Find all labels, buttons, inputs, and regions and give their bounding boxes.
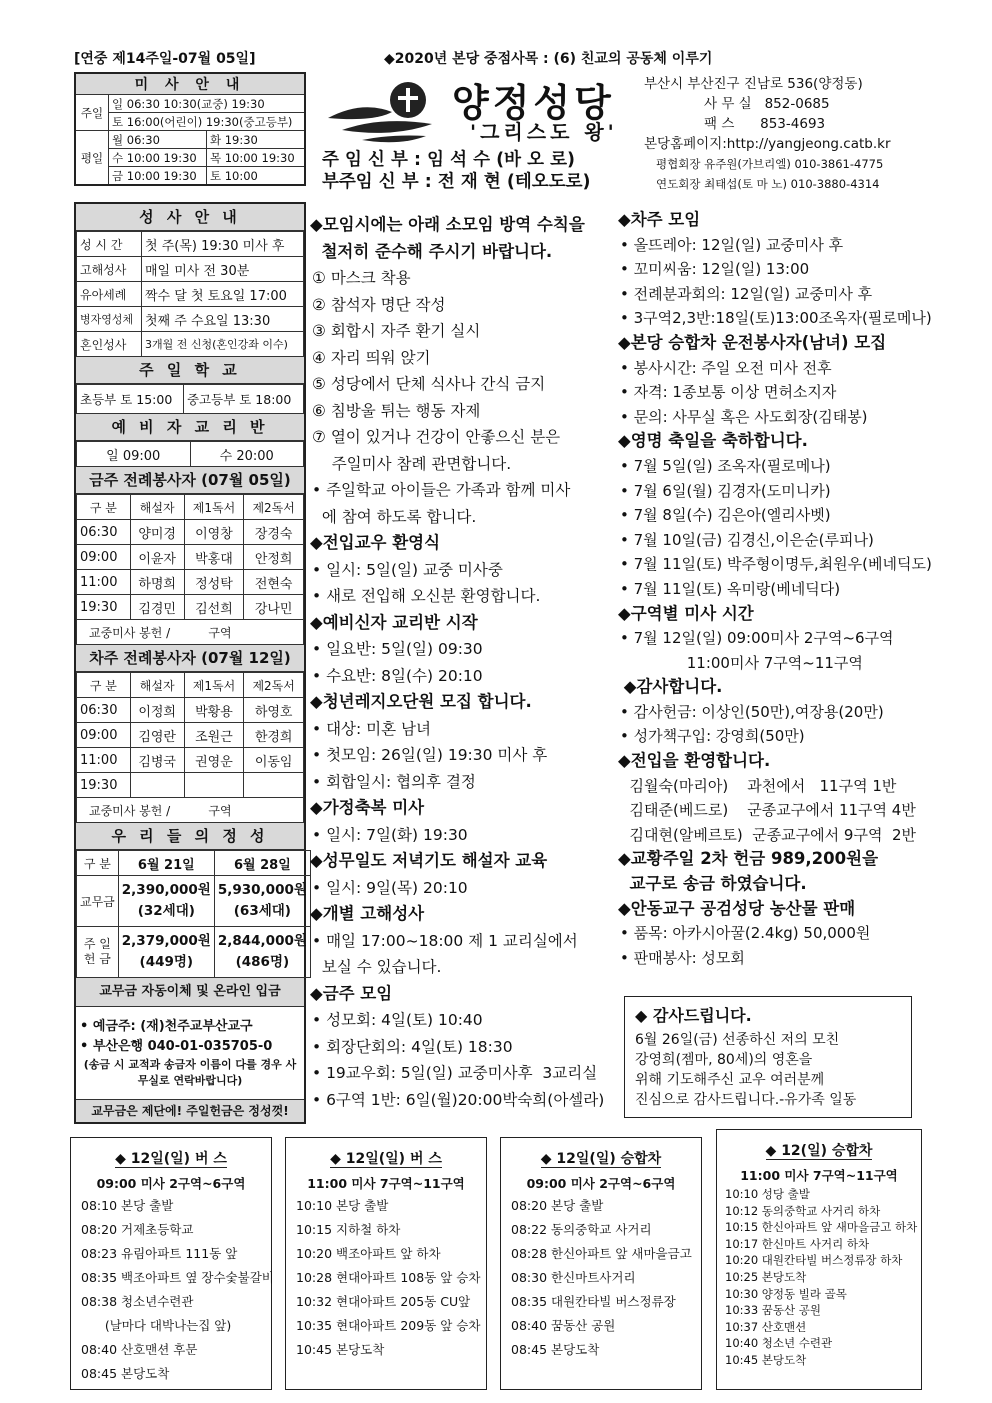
server-cell [184, 773, 244, 798]
notice-item: ⑤ 성당에서 단체 식사나 간식 금지 [312, 375, 546, 393]
notice-heading: ◆차주 모임 [618, 210, 701, 229]
server-cell: 정성탁 [184, 570, 244, 595]
top-bar [74, 48, 918, 68]
notice-item: • 3구역2,3반:18일(토)13:00조옥자(필로메나) [620, 309, 932, 328]
contact-block [644, 74, 920, 194]
notice-item: • 감사헌금: 이상인(50만),여장용(20만) [620, 702, 884, 721]
office-label: 사 무 실 [704, 96, 752, 112]
server-cell: 박홍대 [184, 545, 244, 570]
mass-schedule [74, 72, 306, 186]
sacrament-name: 유아세례 [77, 282, 142, 307]
bus-box [716, 1129, 922, 1390]
notice-item: ⑦ 열이 있거나 건강이 안좋으신 분은 [312, 428, 561, 446]
catechumen-cell: 일 09:00 [77, 442, 191, 467]
finance-amount [214, 876, 310, 927]
servers-head: 제1독서 [184, 495, 244, 520]
account-holder: • 예금주: (재)천주교부산교구 [80, 1019, 253, 1034]
sacrament-detail: 짝수 달 첫 토요일 17:00 [142, 282, 304, 307]
notice-item: 김월숙(마리아) 과천에서 11구역 1반 [620, 776, 897, 795]
bus-stop: 10:45 본당도착 [296, 1342, 385, 1357]
bus-subtitle: 11:00 미사 7구역~11구역 [307, 1176, 465, 1191]
notice-item: 11:00미사 7구역~11구역 [620, 653, 863, 672]
notice-item: • 7월 11일(토) 박주형이명두,최원우(베네딕도) [620, 555, 932, 574]
thanks-title: ◆ 감사드립니다. [635, 1006, 752, 1025]
bus-stop: 10:15 한신아파트 앞 새마을금고 하차 [725, 1220, 918, 1235]
fax-label: 팩 스 [704, 116, 735, 132]
weekday-cell: 월 06:30 [109, 131, 207, 149]
bus-stop: 08:45 본당도착 [81, 1366, 170, 1381]
office-number: 852-0685 [764, 96, 830, 112]
server-cell: 조원근 [184, 723, 244, 748]
notice-item: • 봉사시간: 주일 오전 미사 전후 [620, 358, 832, 377]
finance-head: 6월 21일 [118, 851, 214, 876]
notice-item: • 7월 11일(토) 옥미랑(베네딕다) [620, 579, 841, 598]
homepage-line [644, 134, 920, 154]
finance-amount [118, 927, 214, 978]
notice-item: • 7월 5일(일) 조옥자(필로메나) [620, 456, 831, 475]
finance-count: (449명) [139, 954, 194, 970]
notice-item: ③ 회합시 자주 환기 실시 [312, 322, 481, 340]
notice-heading: ◆모임시에는 아래 소모임 방역 수칙을 [310, 215, 585, 234]
server-cell: 김경민 [130, 595, 184, 620]
bus-subtitle: 09:00 미사 2구역~6구역 [96, 1176, 246, 1191]
bus-title-text: ◆ 12(일) 승합차 [765, 1143, 873, 1159]
parish-subtitle: '그리스도 왕' [470, 120, 618, 144]
bus-stop: 08:10 본당 출발 [81, 1198, 174, 1213]
notice-item: • 성모회: 4일(토) 10:40 [312, 1011, 483, 1029]
fax-number: 853-4693 [760, 116, 826, 132]
server-cell: 이동임 [244, 748, 304, 773]
notice-heading: ◆영명 축일을 축하합니다. [618, 431, 808, 451]
servers-head: 해설자 [130, 673, 184, 698]
thanks-line: 위해 기도해주신 교우 여러분께 [635, 1072, 825, 1088]
notice-item: • 전례분과회의: 12일(일) 교중미사 후 [620, 284, 873, 303]
offering-this: 교중미사 봉헌 / 구역 [77, 620, 304, 645]
finance-title: 우 리 들 의 정 성 [76, 823, 304, 850]
sacrament-name: 병자영성체 [77, 307, 142, 332]
notice-item: 김태준(베드로) 군종교구에서 11구역 4반 [620, 801, 916, 820]
weekday-cell: 목 10:00 19:30 [206, 149, 305, 167]
server-cell: 김영란 [130, 723, 184, 748]
thanks-body [635, 1030, 901, 1110]
notice-item: • 7월 6일(월) 김경자(도미니카) [620, 481, 831, 500]
notice-item: ② 참석자 명단 작성 [312, 295, 446, 314]
bus-title [501, 1148, 701, 1168]
homepage-label: 본당홈페이지: [644, 136, 727, 152]
bus-stop: (날마다 대박나는집 앞) [81, 1318, 232, 1333]
bus-stop: 10:10 성당 출발 [725, 1187, 810, 1201]
server-cell: 이윤자 [130, 545, 184, 570]
bus-stop: 08:30 한신마트사거리 [511, 1270, 636, 1285]
bus-stop: 10:15 지하철 하차 [296, 1222, 401, 1237]
catechumen-title: 예 비 자 교 리 반 [76, 414, 304, 441]
sacraments-title: 성 사 안 내 [76, 204, 304, 231]
bus-stop: 10:40 청소년 수련관 [725, 1336, 833, 1351]
finance-head: 6월 28일 [214, 851, 310, 876]
notice-item: • 7월 12일(일) 09:00미사 2구역~6구역 [620, 629, 894, 648]
notice-item: ① 마스크 착용 [312, 269, 411, 287]
notice-heading: ◆가정축복 미사 [310, 798, 425, 817]
bus-title-text: ◆ 12일(일) 승합차 [540, 1151, 662, 1167]
servers-this-title: 금주 전례봉사자 (07월 05일) [76, 467, 304, 494]
servers-this-table [76, 494, 304, 645]
school-title: 주 일 학 교 [76, 357, 304, 384]
finance-head: 구 분 [77, 851, 119, 876]
bus-stop: 10:20 대원칸타빌 버스정류장 하차 [725, 1253, 903, 1268]
notice-item: ⑥ 침방울 튀는 행동 자제 [312, 401, 481, 420]
transfer-title: 교무금 자동이체 및 온라인 입금 [76, 978, 304, 1007]
fax-line [644, 114, 920, 134]
bus-subtitle: 09:00 미사 2구역~6구역 [526, 1176, 676, 1191]
notice-item: • 대상: 미혼 남녀 [312, 719, 431, 738]
notice-item: ④ 자리 띄워 앉기 [312, 348, 431, 367]
notice-heading: ◆전입교우 환영식 [310, 533, 441, 552]
sodality-contact: 연도회장 최태섭(토 마 노) 010-3880-4314 [656, 177, 880, 191]
server-cell: 전현숙 [244, 570, 304, 595]
bus-stop: 08:20 본당 출발 [511, 1198, 604, 1213]
sacrament-detail: 매일 미사 전 30분 [142, 257, 304, 282]
notice-heading: ◆전입을 환영합니다. [618, 751, 771, 771]
server-cell: 이정희 [130, 698, 184, 723]
finance-amount [118, 876, 214, 927]
notice-heading: ◆안동교구 공검성당 농산물 판매 [618, 898, 856, 918]
finance-value: 5,930,000원 [217, 882, 307, 898]
server-cell: 하명희 [130, 570, 184, 595]
servers-head: 구 분 [77, 673, 131, 698]
week-label: [연중 제14주일-07월 05일] [74, 51, 256, 67]
server-cell: 06:30 [77, 698, 131, 723]
bus-stop: 08:40 꿈동산 공원 [511, 1318, 616, 1333]
sacrament-detail: 첫 주(목) 19:30 미사 후 [142, 232, 304, 257]
bus-stop: 10:25 본당도착 [725, 1269, 807, 1284]
notice-item: • 7월 10일(금) 김경신,이은순(루피나) [620, 530, 874, 549]
notice-item: • 첫모임: 26일(일) 19:30 미사 후 [312, 746, 548, 764]
notice-heading: ◆청년레지오단원 모집 합니다. [310, 692, 532, 711]
server-cell: 김선희 [184, 595, 244, 620]
middle-column [310, 212, 616, 1113]
bus-stop: 08:38 청소년수련관 [81, 1294, 194, 1309]
left-column [74, 202, 306, 1124]
weekday-cell: 수 10:00 19:30 [109, 149, 207, 167]
bus-stop: 08:40 산호맨션 후문 [81, 1342, 198, 1357]
notice-item: • 일시: 5일(일) 교중 미사중 [312, 560, 503, 579]
sacrament-detail: 3개월 전 신청(혼인강좌 이수) [142, 332, 304, 357]
bus-box [285, 1137, 487, 1390]
bus-stop: 10:30 양정동 빌라 골목 [725, 1286, 847, 1301]
notice-heading: ◆금주 모임 [310, 983, 393, 1003]
notice-item: • 문의: 사무실 혹은 사도회장(김태봉) [620, 407, 868, 426]
office-line [644, 94, 920, 114]
notice-item: • 새로 전입해 오신분 환영합니다. [312, 587, 541, 605]
notice-item: • 7월 8일(수) 김은아(엘리사벳) [620, 506, 831, 525]
notice-item: • 회장단회의: 4일(토) 18:30 [312, 1037, 513, 1056]
servers-head: 제2독서 [244, 673, 304, 698]
bus-stop: 10:10 본당 출발 [296, 1198, 389, 1213]
notice-heading: ◆교황주일 2차 헌금 989,200원을 [618, 849, 879, 869]
bus-box [500, 1137, 702, 1390]
notice-heading: ◆구역별 미사 시간 [618, 603, 754, 623]
offering-next: 교중미사 봉헌 / 구역 [77, 798, 304, 823]
sacraments-table [76, 231, 304, 357]
server-cell: 06:30 [77, 520, 131, 545]
finance-count: (486명) [235, 954, 290, 970]
bus-stop: 08:35 대원칸타빌 버스정류장 [511, 1294, 676, 1309]
servers-next-table [76, 672, 304, 823]
sunday-row: 일 06:30 10:30(교중) 19:30 [109, 95, 306, 113]
notice-heading: 교구로 송금 하였습니다. [618, 874, 807, 894]
sacrament-detail: 첫째 주 수요일 13:30 [142, 307, 304, 332]
sunday-label: 주일 [75, 95, 109, 131]
server-cell: 장경숙 [244, 520, 304, 545]
server-cell [130, 773, 184, 798]
bus-stop: 10:33 꿈동산 공원 [725, 1303, 821, 1318]
notice-item: • 일시: 7일(화) 19:30 [312, 825, 468, 844]
bus-stop: 10:45 본당도착 [725, 1352, 807, 1367]
bus-box [70, 1137, 272, 1390]
servers-head: 구 분 [77, 495, 131, 520]
notice-heading: ◆성무일도 저녁기도 해설자 교육 [310, 851, 548, 870]
account-note: (송금 시 교적과 송금자 이름이 다를 경우 사무실로 연락바랍니다) [83, 1058, 297, 1087]
catechumen-cell: 수 20:00 [190, 442, 304, 467]
notice-item: • 올뜨레아: 12일(일) 교중미사 후 [620, 235, 844, 254]
server-cell: 09:00 [77, 545, 131, 570]
notice-item: 에 참여 하도록 합니다. [312, 507, 477, 526]
notice-item: • 꼬미씨움: 12일(일) 13:00 [620, 260, 810, 279]
finance-value: 2,379,000원 [121, 933, 211, 949]
server-cell: 09:00 [77, 723, 131, 748]
address: 부산시 부산진구 진남로 536(양정동) [644, 76, 863, 92]
pastor-line: 주 임 신 부 : 임 석 수 (바 오 로) [322, 150, 575, 170]
bus-stop: 10:17 한신마트 사거리 하차 [725, 1236, 870, 1251]
right-column [618, 208, 932, 970]
bus-stop: 08:23 유림아파트 111동 앞 [81, 1246, 238, 1261]
homepage-link[interactable]: http://yangjeong.catb.kr [726, 136, 891, 152]
pastoral-theme: ◆2020년 본당 중점사목 : (6) 친교의 공동체 이루기 [384, 51, 713, 67]
notice-item: • 자격: 1종보통 이상 면허소지자 [620, 383, 837, 402]
weekday-cell: 금 10:00 19:30 [109, 167, 207, 186]
finance-amount [214, 927, 310, 978]
weekday-cell: 화 19:30 [206, 131, 305, 149]
notice-item: • 매일 17:00~18:00 제 1 교리실에서 [312, 931, 578, 950]
server-cell: 이영창 [184, 520, 244, 545]
notice-item: • 수요반: 8일(수) 20:10 [312, 666, 483, 685]
bus-subtitle: 11:00 미사 7구역~11구역 [740, 1168, 898, 1183]
servers-head: 제1독서 [184, 673, 244, 698]
finance-count: (63세대) [233, 903, 291, 919]
parish-logo [322, 78, 442, 150]
notice-item: • 성가책구입: 강영희(50만) [620, 727, 805, 746]
bus-stop: 10:35 현대아파트 209동 앞 승차 [296, 1318, 481, 1333]
assistant-line: 부주임 신 부 : 전 재 현 (테오도로) [322, 172, 591, 192]
bus-stop: 10:32 현대아파트 205동 CU앞 [296, 1294, 471, 1309]
notice-item: • 6구역 1반: 6일(월)20:00박숙희(아셀라) [312, 1090, 605, 1109]
school-cell: 초등부 토 15:00 [77, 385, 184, 414]
bus-stop: 08:20 거제초등학교 [81, 1222, 194, 1237]
notice-heading: ◆감사합니다. [618, 677, 723, 697]
server-cell: 권영운 [184, 748, 244, 773]
bus-stop: 10:20 백조아파트 앞 하차 [296, 1246, 441, 1261]
finance-count: (32세대) [137, 903, 195, 919]
thanks-line: 6월 26일(금) 선종하신 저의 모친 [635, 1032, 840, 1048]
sacrament-name: 고해성사 [77, 257, 142, 282]
bus-title [71, 1148, 271, 1168]
finance-value: 2,390,000원 [121, 882, 211, 898]
server-cell: 19:30 [77, 595, 131, 620]
bus-stop: 10:37 산호맨션 [725, 1319, 807, 1334]
notice-item: • 품목: 아카시아꿀(2.4kg) 50,000원 [620, 924, 871, 943]
servers-next-title: 차주 전례봉사자 (07월 12일) [76, 645, 304, 672]
school-cell: 중고등부 토 18:00 [183, 385, 303, 414]
account-number: • 부산은행 040-01-035705-0 [80, 1039, 273, 1054]
server-cell: 11:00 [77, 570, 131, 595]
server-cell: 한경희 [244, 723, 304, 748]
thanks-line: 강영희(젬마, 80세)의 영혼을 [635, 1052, 813, 1068]
notice-heading: ◆예비신자 교리반 시작 [310, 612, 478, 632]
bus-stop: 10:28 현대아파트 108동 앞 승차 [296, 1270, 481, 1285]
bus-title [717, 1140, 921, 1160]
bus-stop: 10:12 동의중학교 사거리 하차 [725, 1203, 881, 1218]
notice-item: • 19교우회: 5일(일) 교중미사후 3교리실 [312, 1064, 598, 1082]
finance-value: 2,844,000원 [217, 933, 307, 949]
finance-label: 주 일 헌 금 [77, 927, 119, 978]
notice-heading: ◆개별 고해성사 [310, 904, 425, 923]
notice-item: • 주일학교 아이들은 가족과 함께 미사 [312, 481, 571, 499]
sacrament-name: 성 시 간 [77, 232, 142, 257]
server-cell: 19:30 [77, 773, 131, 798]
weekday-cell: 토 10:00 [206, 167, 305, 186]
notice-item: 주일미사 참례 관면합니다. [312, 454, 512, 473]
server-cell: 11:00 [77, 748, 131, 773]
sacrament-name: 혼인성사 [77, 332, 142, 357]
notice-item: • 회합일시: 협의후 결정 [312, 772, 476, 791]
server-cell: 하영호 [244, 698, 304, 723]
server-cell: 박황용 [184, 698, 244, 723]
server-cell: 안정희 [244, 545, 304, 570]
finance-table [76, 850, 311, 978]
slogan: 교무금은 제단에! 주일헌금은 정성껏! [76, 1099, 304, 1122]
bus-stop: 08:22 동의중학교 사거리 [511, 1222, 652, 1237]
notice-item: • 일요반: 5일(일) 09:30 [312, 640, 483, 658]
bus-stop: 08:28 한신아파트 앞 새마을금고 [511, 1246, 692, 1261]
parish-name: 양정성당 [452, 80, 615, 125]
bus-stop: 08:45 본당도착 [511, 1342, 600, 1357]
server-cell: 김병국 [130, 748, 184, 773]
finance-label: 교무금 [77, 876, 119, 927]
bus-title [286, 1148, 486, 1168]
server-cell: 강나민 [244, 595, 304, 620]
servers-head: 제2독서 [244, 495, 304, 520]
thanks-box [624, 996, 912, 1118]
notice-item: 김대현(알베르토) 군종교구에서 9구역 2반 [620, 825, 917, 844]
notice-heading: ◆본당 승합차 운전봉사자(남녀) 모집 [618, 332, 887, 352]
server-cell [244, 773, 304, 798]
weekday-label: 평일 [75, 131, 109, 186]
sunday-row: 토 16:00(어린이) 19:30(중고등부) [109, 113, 306, 131]
school-table [76, 384, 304, 414]
notice-heading: 철저히 준수해 주시기 바랍니다. [310, 241, 553, 261]
catechumen-table [76, 441, 304, 467]
bus-title-text: ◆ 12일(일) 버 스 [330, 1151, 442, 1167]
account-block [76, 1007, 304, 1089]
servers-head: 해설자 [130, 495, 184, 520]
bus-title-text: ◆ 12일(일) 버 스 [115, 1151, 227, 1167]
mass-title: 미 사 안 내 [75, 73, 305, 95]
server-cell: 양미경 [130, 520, 184, 545]
notice-item: 보실 수 있습니다. [312, 958, 442, 976]
notice-item: • 판매봉사: 성모회 [620, 948, 745, 967]
thanks-line: 진심으로 감사드립니다.-유가족 일동 [635, 1092, 857, 1108]
council-contact: 평협회장 유주원(가브리엘) 010-3861-4775 [656, 157, 884, 171]
notice-item: • 일시: 9일(목) 20:10 [312, 878, 468, 897]
bus-stop: 08:35 백조아파트 옆 장수숯불갈비 [81, 1270, 274, 1285]
